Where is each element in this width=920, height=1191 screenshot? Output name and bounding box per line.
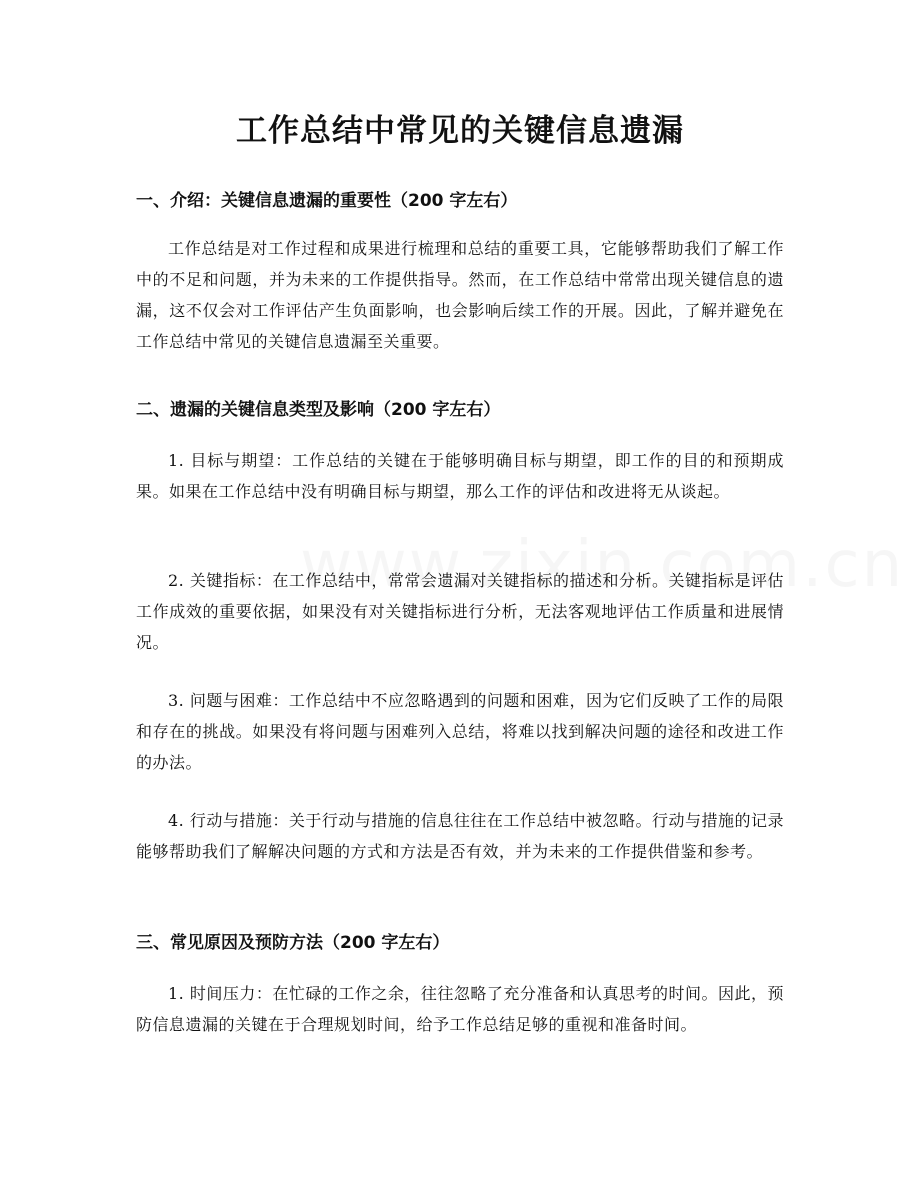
section-2-heading: 二、遗漏的关键信息类型及影响（200 字左右） — [136, 400, 501, 420]
section-2-paragraph-4: 4. 行动与措施：关于行动与措施的信息往往在工作总结中被忽略。行动与措施的记录能够帮助我们了解解决问题的方式和方法是否有效，并为未来的工作提供借鉴和参考。 — [136, 811, 784, 861]
section-2-paragraph-2: 2. 关键指标：在工作总结中，常常会遗漏对关键指标的描述和分析。关键指标是评估工作成效的重要依据，如果没有对关键指标进行分析，无法客观地评估工作质量和进展情况。 — [136, 571, 784, 652]
section-1-paragraph-1: 工作总结是对工作过程和成果进行梳理和总结的重要工具，它能够帮助我们了解工作中的不足和问题，并为未来的工作提供指导。然而，在工作总结中常常出现关键信息的遗漏，这不仅会对工作评估产生负面影响，也会影响后续工作的开展。因此，了解并避免在工作总结中常见的关键信息遗漏至关重要。 — [136, 239, 784, 351]
section-1-heading: 一、介绍：关键信息遗漏的重要性（200 字左右） — [136, 191, 518, 211]
section-3-paragraph-1: 1. 时间压力：在忙碌的工作之余，往往忽略了充分准备和认真思考的时间。因此，预防信息遗漏的关键在于合理规划时间，给予工作总结足够的重视和准备时间。 — [136, 984, 784, 1034]
section-3-heading: 三、常见原因及预防方法（200 字左右） — [136, 933, 450, 953]
page-title: 工作总结中常见的关键信息遗漏 — [236, 113, 684, 149]
section-2-paragraph-3: 3. 问题与困难：工作总结中不应忽略遇到的问题和困难，因为它们反映了工作的局限和存在的挑战。如果没有将问题与困难列入总结，将难以找到解决问题的途径和改进工作的办法。 — [136, 691, 784, 772]
section-2-paragraph-1: 1. 目标与期望：工作总结的关键在于能够明确目标与期望，即工作的目的和预期成果。如果在工作总结中没有明确目标与期望，那么工作的评估和改进将无从谈起。 — [136, 451, 784, 501]
